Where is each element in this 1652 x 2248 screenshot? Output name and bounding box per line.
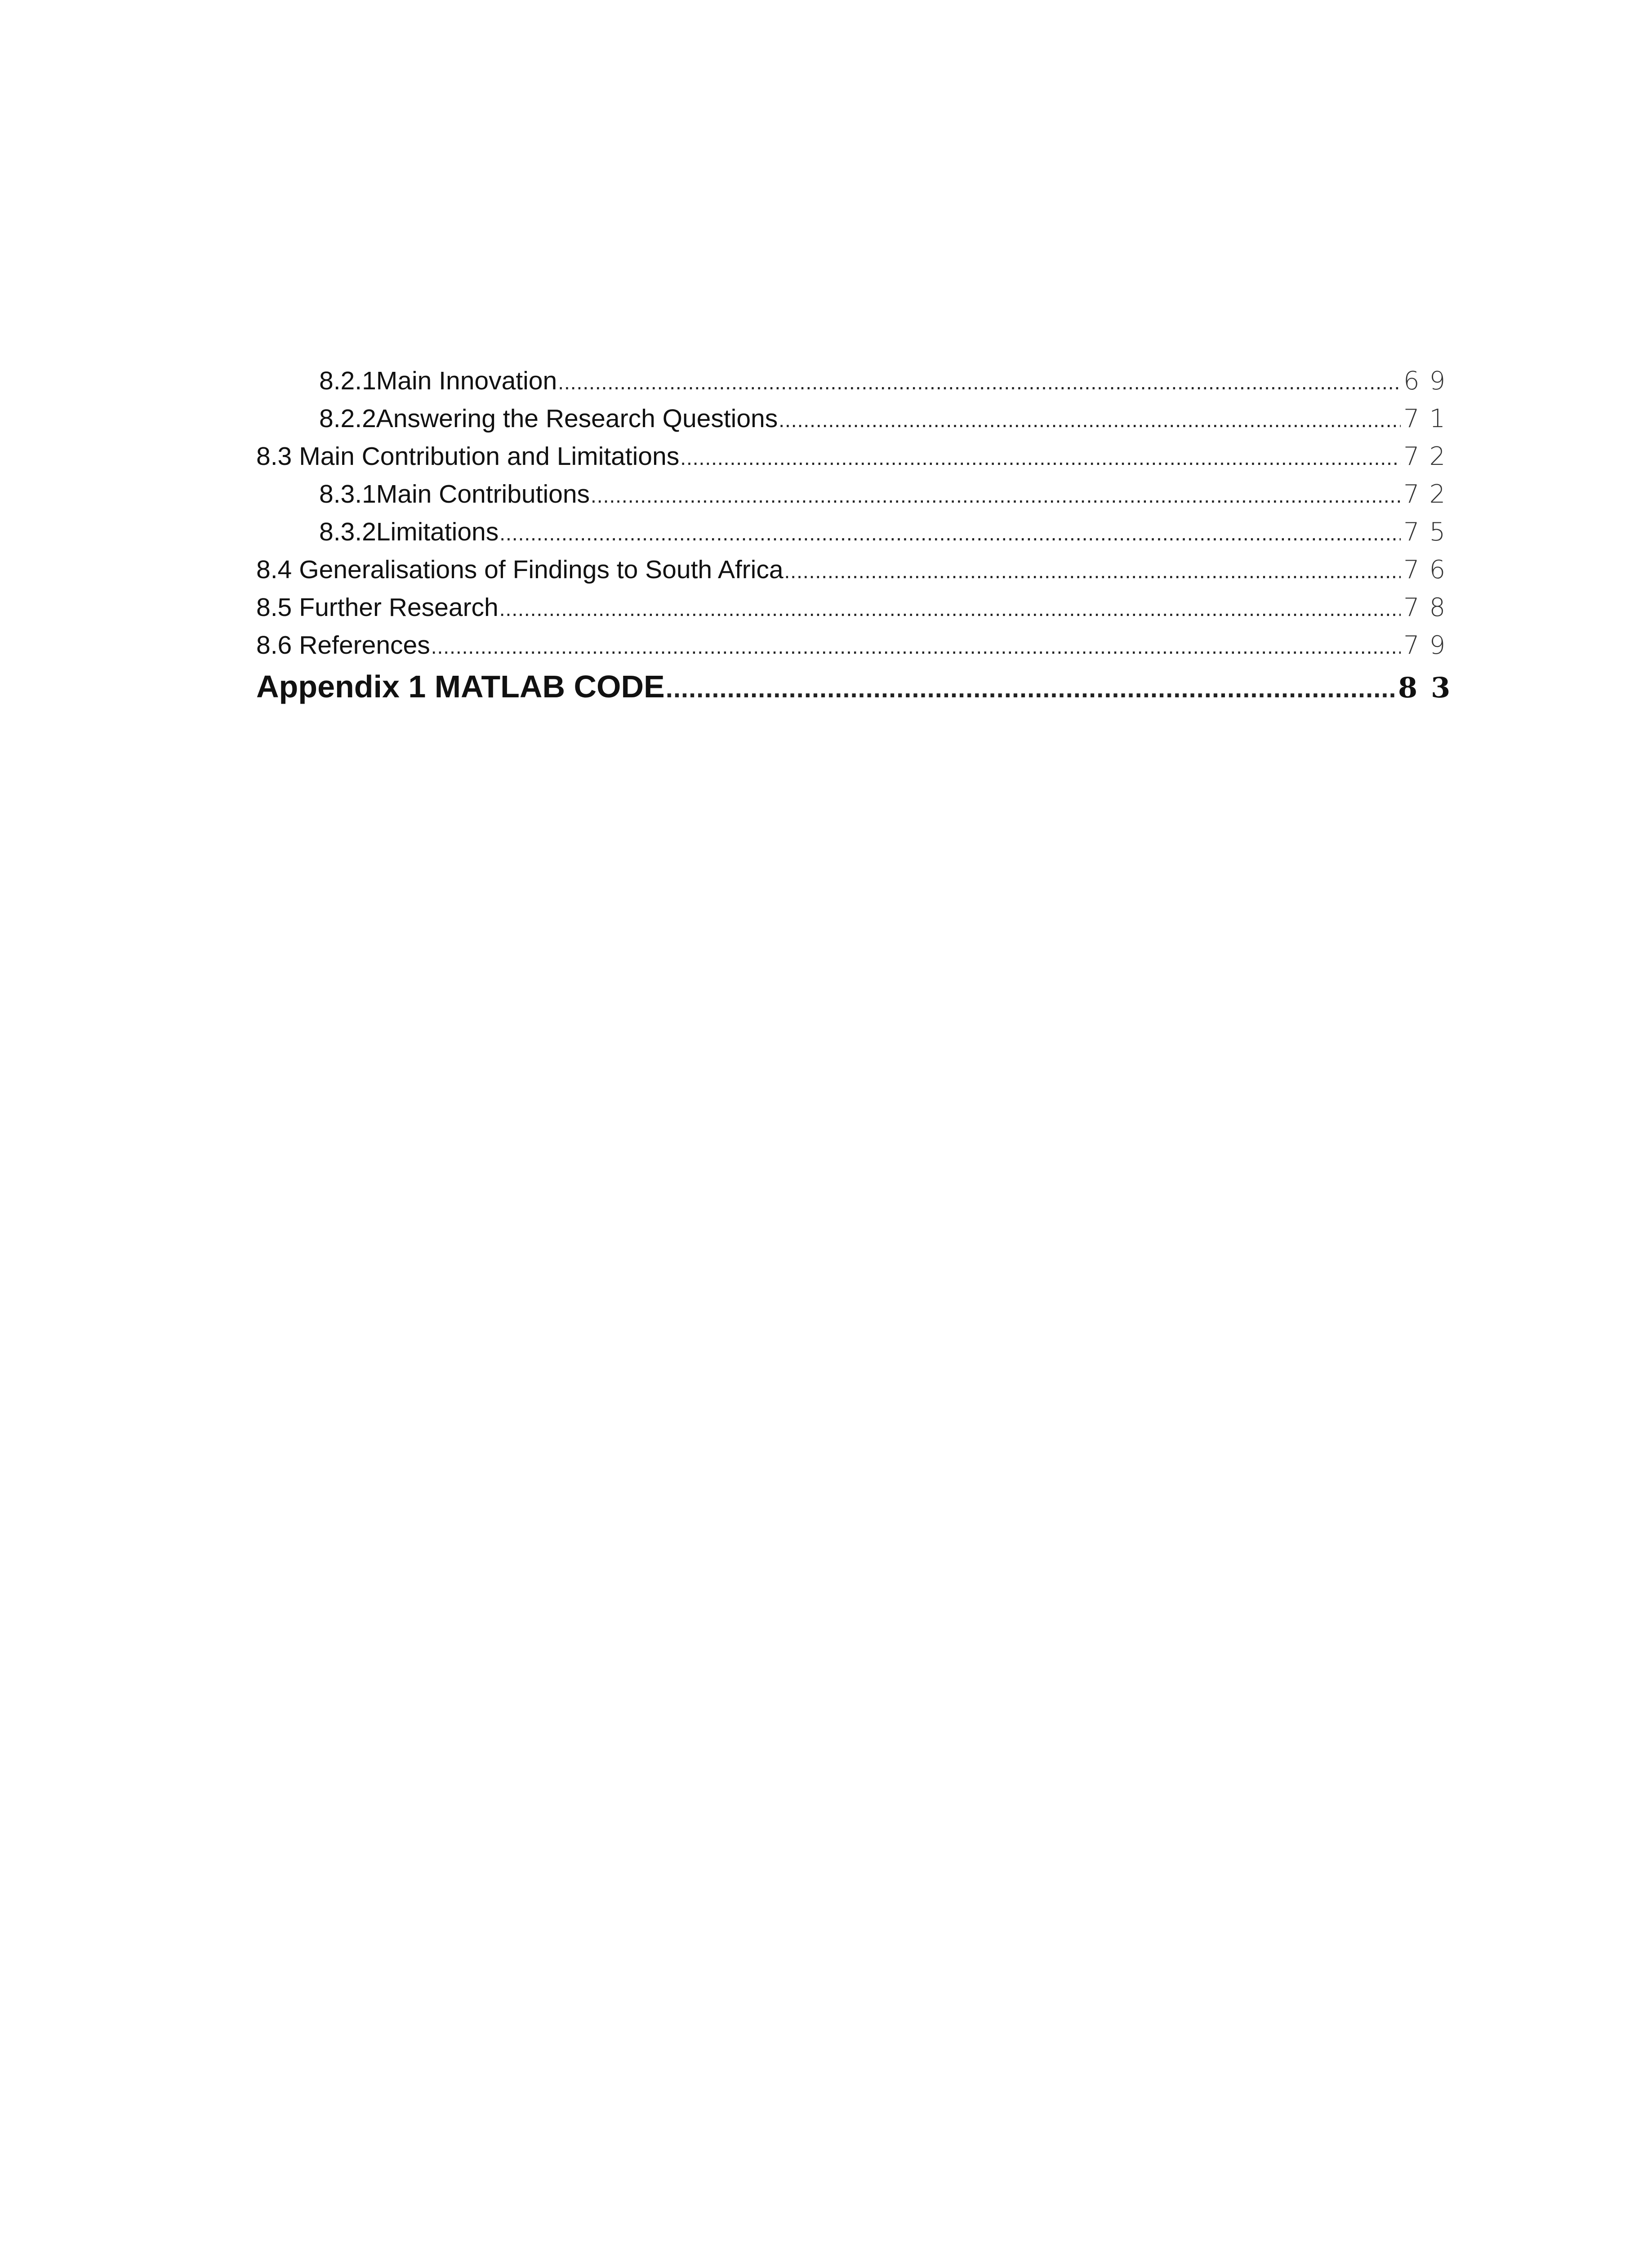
toc-entry-appendix-1[interactable] — [256, 664, 1464, 709]
toc-entry-number: 8.2.2 — [319, 404, 376, 433]
toc-entry-8-3-1[interactable] — [256, 475, 1456, 513]
toc-entry-title: Further Research — [299, 593, 499, 622]
toc-entry-page: 71 — [1403, 404, 1456, 433]
toc-entry-8-3[interactable] — [256, 437, 1456, 475]
toc-entry-title: Main Contributions — [376, 480, 590, 508]
toc-entry-page: 78 — [1403, 593, 1456, 622]
toc-entry-number: 8.5 — [256, 593, 292, 622]
toc-entry-8-4[interactable] — [256, 551, 1456, 589]
toc-entry-page: 72 — [1403, 442, 1456, 471]
toc-entry-page: 79 — [1403, 631, 1456, 660]
dot-leader — [666, 664, 1395, 711]
toc-entry-page: 69 — [1403, 366, 1456, 396]
toc-entry-number: 8.3.1 — [319, 480, 376, 508]
dot-leader — [431, 626, 1401, 665]
toc-entry-8-5[interactable] — [256, 589, 1456, 626]
dot-leader — [558, 362, 1401, 401]
toc-entry-8-6[interactable] — [256, 626, 1456, 664]
toc-entry-title: Main Innovation — [376, 366, 557, 395]
toc-entry-page: 76 — [1403, 555, 1456, 584]
toc-entry-page: 75 — [1403, 517, 1456, 547]
toc-entry-number: 8.6 — [256, 631, 292, 660]
dot-leader — [499, 589, 1401, 628]
dot-leader — [499, 513, 1401, 552]
toc-entry-number: 8.4 — [256, 555, 292, 584]
toc-entry-title: Appendix 1 MATLAB CODE — [256, 669, 665, 704]
toc-entry-number: 8.2.1 — [319, 366, 376, 395]
toc-entry-title: References — [299, 631, 430, 660]
toc-entry-title: Main Contribution and Limitations — [299, 442, 680, 471]
dot-leader — [591, 475, 1401, 514]
toc-entry-title: Limitations — [376, 517, 499, 546]
dot-leader — [779, 400, 1401, 439]
toc-entry-number: 8.3.2 — [319, 517, 376, 546]
toc-entry-8-3-2[interactable] — [256, 513, 1456, 551]
dot-leader — [680, 437, 1401, 477]
toc-entry-number: 8.3 — [256, 442, 292, 471]
dot-leader — [784, 551, 1401, 590]
toc-entry-title: Generalisations of Findings to South Africa — [299, 555, 784, 584]
toc-entry-8-2-2[interactable] — [256, 400, 1456, 437]
toc-entry-title: Answering the Research Questions — [376, 404, 778, 433]
table-of-contents — [256, 362, 1464, 709]
toc-entry-8-2-1[interactable] — [256, 362, 1456, 400]
toc-entry-page: 72 — [1403, 480, 1456, 509]
toc-entry-page: 83 — [1398, 671, 1464, 704]
